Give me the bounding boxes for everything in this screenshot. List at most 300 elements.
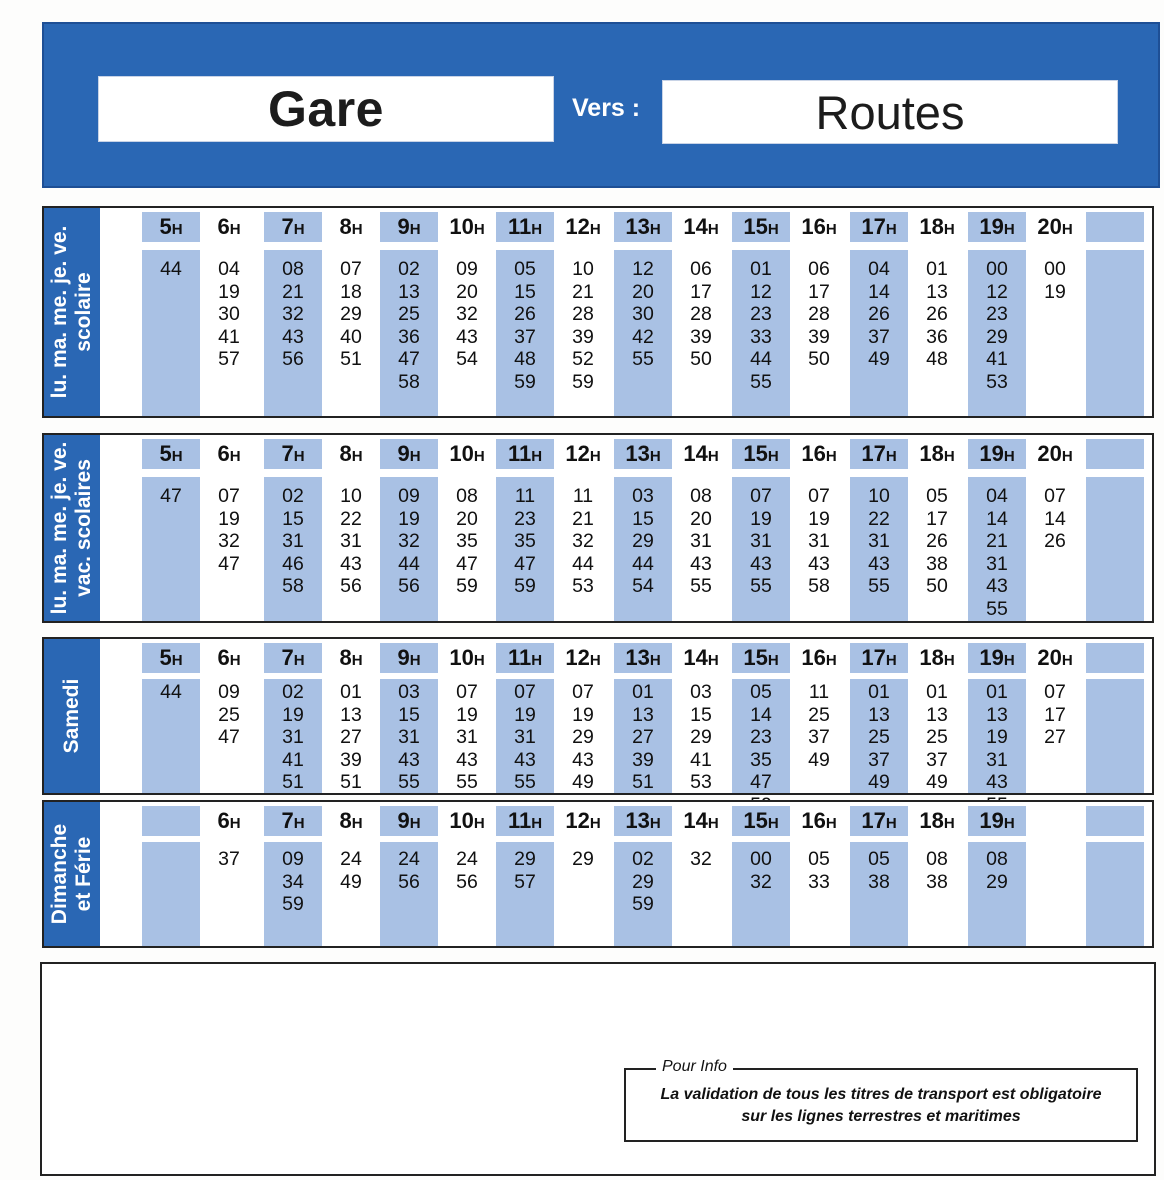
departure-minute: 50 (926, 575, 948, 597)
departure-minute: 17 (1044, 703, 1066, 726)
hour-suffix: H (707, 448, 719, 465)
departure-minute: 32 (398, 530, 420, 552)
departure-minute: 47 (750, 771, 772, 793)
departure-minute: 55 (868, 575, 890, 597)
departure-minute: 25 (926, 726, 948, 748)
departure-minute: 31 (398, 726, 420, 748)
departure-minute: 56 (282, 348, 304, 370)
schedule-section (42, 433, 1154, 623)
departure-minute: 07 (218, 485, 240, 507)
departure-minute: 14 (986, 507, 1008, 530)
hour-suffix: H (1003, 448, 1015, 465)
departure-minute: 29 (986, 870, 1008, 893)
departure-minute: 43 (456, 748, 478, 771)
departure-minute: 43 (690, 552, 712, 575)
hour-header (322, 212, 380, 242)
departure-minute: 43 (514, 748, 536, 771)
departure-minute: 39 (808, 325, 830, 348)
hour-suffix: H (409, 221, 421, 238)
hour-suffix: H (707, 221, 719, 238)
departure-minute: 31 (808, 530, 830, 552)
departure-minute: 19 (218, 507, 240, 530)
departure-minute: 38 (868, 870, 890, 893)
hour-value: 11 (507, 645, 532, 670)
hour-header (968, 212, 1026, 242)
hour-header (672, 643, 730, 673)
departure-minute: 25 (398, 303, 420, 325)
departure-minute: 25 (808, 703, 830, 726)
hour-value: 11 (507, 808, 532, 833)
departure-minute: 44 (632, 552, 654, 575)
departure-minute: 12 (986, 280, 1008, 303)
departure-minute: 47 (456, 552, 478, 575)
departure-minute: 19 (456, 703, 478, 726)
day-type-label (60, 679, 84, 754)
hour-column (908, 639, 966, 793)
departure-minute: 07 (514, 681, 536, 703)
hour-column (732, 802, 790, 946)
minutes-list (200, 485, 258, 575)
hour-column (672, 435, 730, 621)
hour-column (380, 802, 438, 946)
hour-value: 8 (339, 645, 352, 670)
hour-header (968, 643, 1026, 673)
departure-minute: 09 (282, 848, 304, 870)
hour-suffix: H (825, 448, 837, 465)
departure-minute: 31 (690, 530, 712, 552)
hour-header (908, 806, 966, 836)
hour-header (614, 439, 672, 469)
hour-header (908, 212, 966, 242)
departure-minute: 43 (808, 552, 830, 575)
departure-minute: 59 (572, 370, 594, 393)
departure-minute: 05 (750, 681, 772, 703)
departure-minute: 07 (1044, 681, 1066, 703)
hour-column (732, 639, 790, 793)
hour-column (554, 435, 612, 621)
info-title: Pour Info (656, 1058, 733, 1076)
hour-column (264, 208, 322, 416)
hour-value: 19 (979, 808, 1004, 833)
hour-header (790, 643, 848, 673)
hour-column (1026, 802, 1084, 946)
departure-minute: 27 (340, 726, 362, 748)
departure-minute: 31 (750, 530, 772, 552)
hour-column (790, 639, 848, 793)
departure-minute: 43 (398, 748, 420, 771)
minutes-list (438, 258, 496, 371)
hour-suffix: H (649, 815, 661, 832)
minutes-list (322, 485, 380, 598)
hour-suffix: H (943, 815, 955, 832)
hour-suffix: H (171, 221, 183, 238)
hour-value: 17 (861, 808, 886, 833)
departure-minute: 59 (632, 893, 654, 915)
hour-suffix: H (293, 652, 305, 669)
departure-minute: 10 (340, 485, 362, 507)
hour-value: 13 (625, 808, 650, 833)
departure-minute: 54 (632, 575, 654, 597)
hour-suffix: H (293, 221, 305, 238)
departure-minute: 29 (572, 726, 594, 748)
departure-minute: 32 (456, 303, 478, 325)
departure-minute: 36 (926, 325, 948, 348)
departure-minute: 19 (750, 507, 772, 530)
departure-minute: 19 (572, 703, 594, 726)
hour-header (438, 212, 496, 242)
hour-suffix: H (943, 448, 955, 465)
departure-minute: 31 (514, 726, 536, 748)
departure-minute: 11 (572, 485, 594, 507)
departure-minute: 21 (572, 507, 594, 530)
departure-minute: 19 (218, 280, 240, 303)
departure-minute: 17 (926, 507, 948, 530)
hour-header (968, 806, 1026, 836)
minutes-list (614, 485, 672, 598)
day-type-label-line: et Férie (72, 836, 95, 912)
hour-suffix: H (351, 221, 363, 238)
minutes-list (380, 848, 438, 893)
departure-minute: 03 (398, 681, 420, 703)
departure-minute: 48 (514, 348, 536, 370)
hour-value: 8 (339, 808, 352, 833)
minutes-list (790, 848, 848, 893)
hour-suffix: H (229, 815, 241, 832)
hour-value: 17 (861, 645, 886, 670)
departure-minute: 00 (986, 258, 1008, 280)
departure-minute: 31 (868, 530, 890, 552)
schedule-section (42, 637, 1154, 795)
hour-column (614, 802, 672, 946)
hour-header (908, 643, 966, 673)
minutes-list (672, 485, 730, 598)
hour-suffix: H (1003, 815, 1015, 832)
minutes-list (496, 848, 554, 893)
hour-suffix: H (473, 815, 485, 832)
hour-suffix: H (707, 815, 719, 832)
departure-minute: 15 (690, 703, 712, 726)
hour-suffix: H (351, 448, 363, 465)
hour-value: 17 (861, 214, 886, 239)
hour-column (908, 208, 966, 416)
hour-value: 19 (979, 214, 1004, 239)
hour-column (380, 208, 438, 416)
hour-value: 5 (159, 214, 172, 239)
departure-minute: 49 (868, 771, 890, 793)
departure-minute: 07 (1044, 485, 1066, 507)
departure-minute: 43 (572, 748, 594, 771)
hour-value: 15 (743, 441, 768, 466)
departure-minute: 43 (282, 325, 304, 348)
minute-column-shade (142, 842, 200, 946)
minutes-list (968, 485, 1026, 620)
departure-minute: 22 (868, 507, 890, 530)
minutes-list (908, 485, 966, 598)
hour-header (264, 806, 322, 836)
hour-value: 15 (743, 214, 768, 239)
departure-minute: 23 (986, 303, 1008, 325)
departure-minute: 33 (750, 325, 772, 348)
minutes-list (1026, 485, 1084, 553)
hour-value: 14 (683, 645, 708, 670)
minutes-list (1026, 681, 1084, 749)
departure-minute: 05 (926, 485, 948, 507)
hour-header (790, 439, 848, 469)
hour-column (672, 208, 730, 416)
hour-column (554, 639, 612, 793)
hour-column (1086, 208, 1144, 416)
hour-value: 12 (565, 441, 590, 466)
departure-minute: 14 (868, 280, 890, 303)
hour-header (850, 212, 908, 242)
hour-value: 13 (625, 214, 650, 239)
hour-value: 9 (397, 214, 410, 239)
hour-suffix: H (409, 448, 421, 465)
departure-minute: 41 (282, 748, 304, 771)
hour-header (322, 806, 380, 836)
hour-suffix: H (885, 448, 897, 465)
departure-minute: 55 (750, 575, 772, 597)
departure-minute: 32 (750, 870, 772, 893)
hour-column (380, 435, 438, 621)
hour-header (496, 643, 554, 673)
departure-minute: 43 (986, 575, 1008, 597)
hour-value: 16 (801, 808, 826, 833)
hour-suffix: H (473, 652, 485, 669)
departure-minute: 20 (632, 280, 654, 303)
departure-minute: 27 (1044, 726, 1066, 748)
hour-column (672, 639, 730, 793)
departure-minute: 00 (1044, 258, 1066, 280)
departure-minute: 02 (632, 848, 654, 870)
minutes-list (732, 681, 790, 816)
departure-minute: 55 (456, 771, 478, 793)
departure-minute: 08 (986, 848, 1008, 870)
departure-minute: 01 (926, 258, 948, 280)
hour-header (438, 806, 496, 836)
hour-value: 16 (801, 214, 826, 239)
departure-minute: 38 (926, 870, 948, 893)
hour-value: 19 (979, 441, 1004, 466)
hour-suffix: H (649, 652, 661, 669)
departure-minute: 44 (160, 681, 182, 703)
hour-header (496, 212, 554, 242)
departure-minute: 09 (398, 485, 420, 507)
minute-column-shade (1086, 250, 1144, 416)
departure-minute: 15 (398, 703, 420, 726)
hour-header (264, 643, 322, 673)
hour-column (264, 435, 322, 621)
info-line-1: La validation de tous les titres de transport est obligatoire (660, 1086, 1102, 1103)
departure-minute: 25 (868, 726, 890, 748)
departure-minute: 39 (690, 325, 712, 348)
departure-minute: 25 (218, 703, 240, 726)
departure-minute: 35 (750, 748, 772, 771)
departure-minute: 08 (690, 485, 712, 507)
departure-minute: 05 (868, 848, 890, 870)
departure-minute: 07 (750, 485, 772, 507)
departure-minute: 43 (986, 771, 1008, 793)
departure-minute: 13 (868, 703, 890, 726)
hour-header (554, 806, 612, 836)
hour-suffix: H (229, 221, 241, 238)
departure-minute: 47 (218, 552, 240, 575)
departure-minute: 21 (986, 530, 1008, 552)
hour-value: 19 (979, 645, 1004, 670)
hour-column (850, 208, 908, 416)
minutes-list (672, 258, 730, 371)
hour-header-shade (142, 806, 200, 836)
hour-header (968, 439, 1026, 469)
hour-column (732, 435, 790, 621)
departure-minute: 47 (514, 552, 536, 575)
hour-header (142, 212, 200, 242)
departure-minute: 22 (340, 507, 362, 530)
hour-value: 7 (281, 645, 294, 670)
departure-minute: 24 (398, 848, 420, 870)
hour-header (496, 439, 554, 469)
departure-minute: 02 (282, 681, 304, 703)
hour-header (1026, 439, 1084, 469)
departure-minute: 13 (926, 703, 948, 726)
hour-suffix: H (1003, 652, 1015, 669)
day-type-label-line: lu. ma. me. je. ve. (48, 225, 71, 399)
hour-value: 10 (449, 808, 474, 833)
departure-minute: 20 (690, 507, 712, 530)
hour-header (732, 212, 790, 242)
departure-minute: 58 (808, 575, 830, 597)
departure-minute: 57 (218, 348, 240, 370)
hour-column (968, 639, 1026, 793)
departure-minute: 56 (398, 575, 420, 597)
minutes-list (554, 485, 612, 598)
departure-minute: 10 (868, 485, 890, 507)
day-type-label-line: lu. ma. me. je. ve. (48, 441, 71, 615)
departure-minute: 29 (572, 848, 594, 870)
hour-header (438, 439, 496, 469)
departure-minute: 55 (750, 370, 772, 393)
day-type-label (48, 442, 96, 615)
departure-minute: 55 (986, 597, 1008, 620)
departure-minute: 06 (808, 258, 830, 280)
hour-suffix: H (229, 448, 241, 465)
day-type-label-line: Dimanche (48, 823, 71, 925)
hour-suffix: H (1061, 221, 1073, 238)
minutes-list (850, 681, 908, 794)
departure-minute: 43 (750, 552, 772, 575)
hour-suffix: H (351, 652, 363, 669)
hour-column (264, 802, 322, 946)
departure-minute: 19 (514, 703, 536, 726)
departure-minute: 37 (808, 726, 830, 748)
departure-minute: 31 (456, 726, 478, 748)
hour-header (322, 643, 380, 673)
departure-minute: 26 (514, 303, 536, 325)
hour-suffix: H (531, 652, 543, 669)
hour-column (200, 208, 258, 416)
hour-suffix: H (531, 815, 543, 832)
hour-value: 20 (1037, 214, 1062, 239)
hour-suffix: H (943, 221, 955, 238)
minutes-list (614, 681, 672, 794)
hour-column (200, 435, 258, 621)
hour-suffix: H (171, 448, 183, 465)
hour-column (908, 435, 966, 621)
departure-minute: 59 (514, 370, 536, 393)
hour-column (438, 802, 496, 946)
departure-minute: 04 (218, 258, 240, 280)
departure-minute: 01 (340, 681, 362, 703)
hour-header-shade (1086, 439, 1144, 469)
hour-value: 7 (281, 214, 294, 239)
departure-minute: 43 (868, 552, 890, 575)
hour-column (968, 802, 1026, 946)
hour-value: 12 (565, 645, 590, 670)
departure-minute: 07 (340, 258, 362, 280)
minutes-list (614, 848, 672, 916)
departure-minute: 19 (986, 726, 1008, 748)
hour-column (496, 802, 554, 946)
departure-minute: 49 (808, 748, 830, 771)
departure-minute: 51 (632, 771, 654, 793)
hour-header (614, 806, 672, 836)
hour-value: 14 (683, 441, 708, 466)
departure-minute: 56 (456, 870, 478, 893)
departure-minute: 44 (750, 348, 772, 370)
departure-minute: 31 (340, 530, 362, 552)
hour-header (790, 806, 848, 836)
hour-value: 6 (217, 808, 230, 833)
day-type-label-bar (44, 435, 100, 621)
departure-minute: 01 (868, 681, 890, 703)
departure-minute: 11 (514, 485, 536, 507)
minutes-list (438, 848, 496, 893)
hour-value: 20 (1037, 645, 1062, 670)
minutes-list (200, 258, 258, 371)
departure-minute: 50 (690, 348, 712, 370)
hour-header-shade (1086, 212, 1144, 242)
departure-minute: 55 (632, 348, 654, 370)
minutes-list (672, 681, 730, 794)
minutes-list (496, 681, 554, 794)
hour-column (1086, 802, 1144, 946)
hour-suffix: H (825, 221, 837, 238)
departure-minute: 37 (868, 748, 890, 771)
departure-minute: 01 (986, 681, 1008, 703)
destination-stop: Routes (815, 85, 965, 139)
departure-minute: 13 (926, 280, 948, 303)
hour-value: 14 (683, 808, 708, 833)
hour-column (380, 639, 438, 793)
hour-value: 18 (919, 808, 944, 833)
departure-minute: 02 (282, 485, 304, 507)
departure-minute: 09 (218, 681, 240, 703)
hour-header (732, 439, 790, 469)
hour-column (850, 802, 908, 946)
departure-minute: 37 (218, 848, 240, 870)
hour-value: 14 (683, 214, 708, 239)
hour-column (200, 639, 258, 793)
hour-value: 20 (1037, 441, 1062, 466)
departure-minute: 37 (514, 325, 536, 348)
hour-suffix: H (649, 221, 661, 238)
day-type-label (48, 226, 96, 399)
minutes-list (142, 258, 200, 281)
info-text (626, 1084, 1136, 1128)
departure-minute: 37 (868, 325, 890, 348)
departure-minute: 00 (750, 848, 772, 870)
hour-column (496, 208, 554, 416)
